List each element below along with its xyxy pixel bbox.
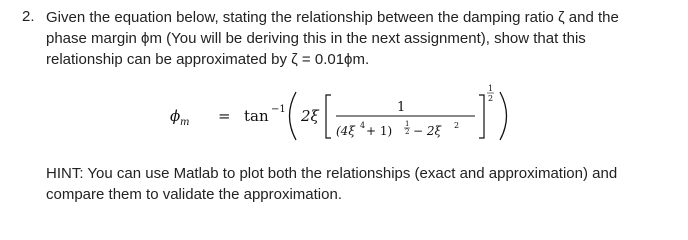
question-text: [46, 7, 676, 70]
eq-denominator-part3: − 2ξ: [413, 124, 442, 138]
eq-lhs-symbol: ϕ: [170, 107, 181, 125]
question-line-3: relationship can be approximated by ζ = 0.01ϕm.: [46, 51, 370, 68]
hint-text: [46, 163, 676, 205]
question-line-1: Given the equation below, stating the relationship between the damping ratio ζ and the: [46, 9, 619, 26]
eq-equals-sign: =: [218, 107, 231, 125]
eq-denominator-exp4: 4: [360, 121, 366, 130]
eq-tan-exponent: −1: [271, 104, 286, 115]
eq-denominator-exp2: 2: [454, 121, 460, 130]
eq-right-paren: [500, 92, 507, 140]
eq-numerator: 1: [397, 100, 406, 115]
eq-outer-exp-numerator: 1: [488, 84, 494, 93]
eq-half-denominator: 2: [405, 128, 410, 136]
eq-tan-function: tan: [244, 107, 269, 125]
hint-line-2: compare them to validate the approximation.: [46, 186, 342, 203]
eq-left-paren: [290, 92, 297, 140]
question-line-2: phase margin ϕm (You will be deriving this in the next assignment), show that this: [46, 30, 586, 47]
eq-right-bracket: [479, 95, 484, 138]
phase-margin-equation: [150, 78, 550, 150]
eq-denominator-part2: + 1): [366, 124, 393, 138]
eq-half-numerator: 1: [405, 120, 410, 128]
eq-coefficient: 2ξ: [301, 107, 319, 125]
eq-outer-exp-denominator: 2: [488, 94, 494, 103]
eq-left-bracket: [326, 95, 331, 138]
eq-denominator-part1: (4ξ: [336, 124, 355, 138]
question-number: 2.: [22, 8, 35, 25]
eq-lhs-subscript: m: [180, 117, 190, 128]
hint-line-1: HINT: You can use Matlab to plot both the relationships (exact and approximation) and: [46, 165, 618, 182]
